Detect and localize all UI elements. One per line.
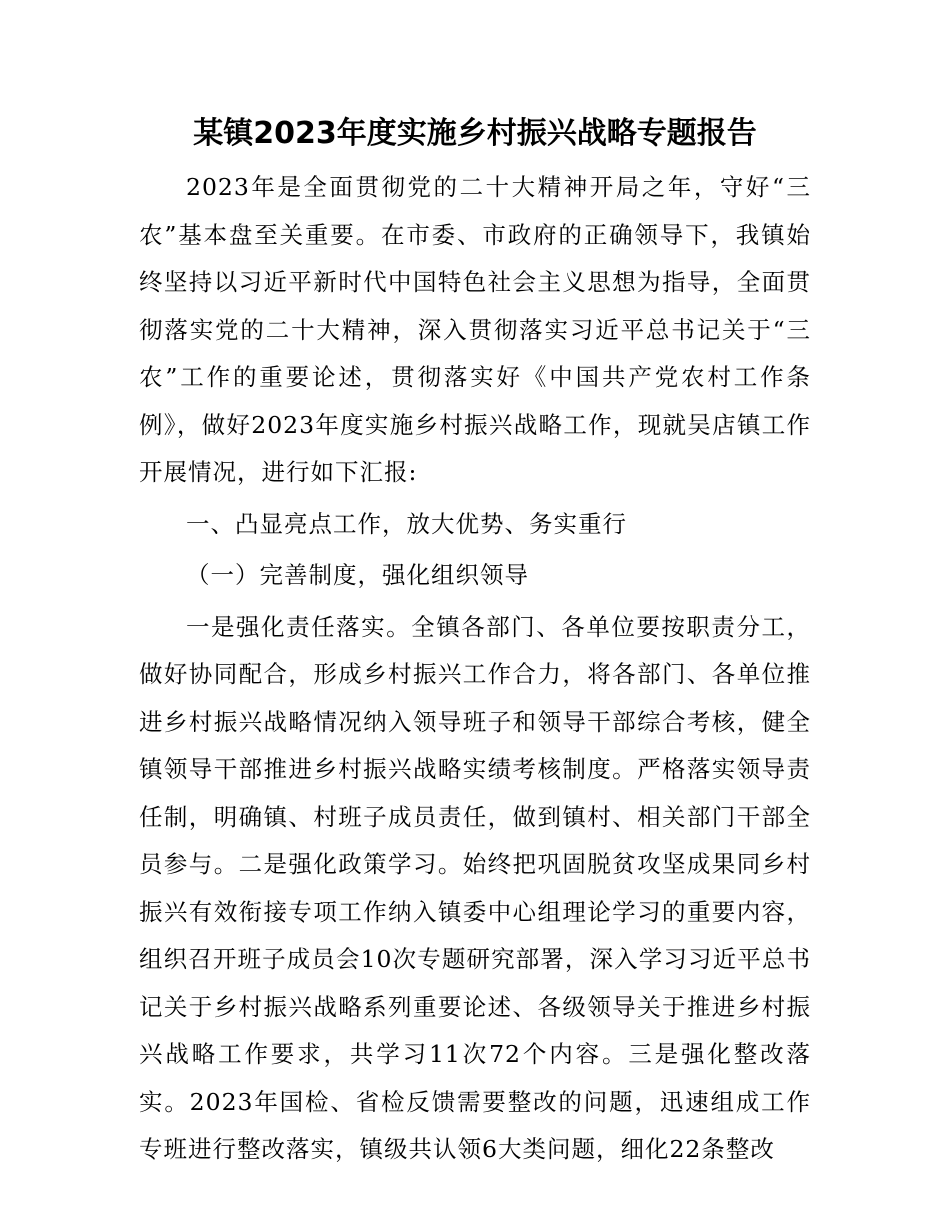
document-title: 某镇2023年度实施乡村振兴战略专题报告 [193,116,757,151]
intro-paragraph: 2023年是全面贯彻党的二十大精神开局之年，守好“三农”基本盘至关重要。在市委、市政府的正确领导下，我镇始终坚持以习近平新时代中国特色社会主义思想为指导，全面贯彻落实党的二十大精神，深入贯彻落实习近平总书记关于“三农”工作的重要论述，贯彻落实好《中国共产党农村工作条例》，做好2023年度实施乡村振兴战略工作，现就吴店镇工作开展情况，进行如下汇报: [139,173,811,486]
subsection-heading-1: （一）完善制度，强化组织领导 [186,561,529,589]
body-paragraph: 一是强化责任落实。全镇各部门、各单位要按职责分工，做好协同配合，形成乡村振兴工作合力，将各部门、各单位推进乡村振兴战略情况纳入领导班子和领导干部综合考核，健全镇领导干部推进乡村振兴战略实绩考核制度。严格落实领导责任制，明确镇、村班子成员责任，做到镇村、相关部门干部全员参与。二是强化政策学习。始终把巩固脱贫攻坚成果同乡村振兴有效衔接专项工作纳入镇委中心组理论学习的重要内容，组织召开班子成员会10次专题研究部署，深入学习习近平总书记关于乡村振兴战略系列重要论述、各级领导关于推进乡村振兴战略工作要求，共学习11次72个内容。三是强化整改落实。2023年国检、省检反馈需要整改的问题，迅速组成工作专班进行整改落实，镇级共认领6大类问题，细化22条整改 [139,612,811,1163]
section-heading-1: 一、凸显亮点工作，放大优势、务实重行 [186,509,627,538]
document-page [139,112,811,1174]
